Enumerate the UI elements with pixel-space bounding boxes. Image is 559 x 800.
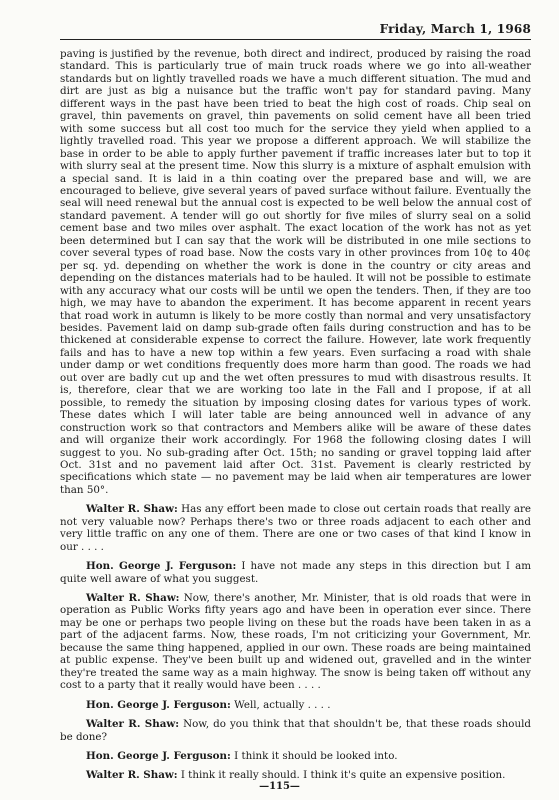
page-body: [60, 48, 531, 782]
speaker-name: Walter R. Shaw:: [86, 503, 178, 516]
speech-paragraph: [60, 560, 531, 585]
opening-paragraph: paving is justified by the revenue, both direct and indirect, produced by raising the road standard. This is particularly true of main truck roads where we go into all-weather standards but on lightly travelled roads we have a much different situation. The mud and dirt are just as big a nuisance but the traffic won't pay for standard paving. Many different ways in the past have been tried to beat the high cost of roads. Chip seal on gravel, thin pavements on gravel, thin pavements on solid cement have all been tried with some success but all cost too much for the service they yield when applied to a lightly travelled road. This year we propose a different approach. We will stabilize the base in order to be able to apply further pavement if traffic increases later but to top it with slurry seal at the present time. Now this slurry is a mixture of asphalt emulsion with a special sand. It is laid in a thin coating over the prepared base and will, we are encouraged to believe, give several years of paved surface without failure. Eventually the seal will need renewal but the annual cost is expected to be well below the annual cost of standard pavement. A tender will go out shortly for five miles of slurry seal on a solid cement base and two miles over asphalt. The exact location of the work has not as yet been determined but I can say that the work will be distributed in one mile sections to cover several types of road base. Now the costs vary in other provinces from 10¢ to 40¢ per sq. yd. depending on whether the work is done in the country or city areas and depending on the distances materials had to be hauled. It will not be possible to estimate with any accuracy what our costs will be until we open the tenders. Then, if they are too high, we may have to abandon the experiment. It has become apparent in recent years that road work in autumn is likely to be more costly than normal and very unsatisfactory besides. Pavement laid on damp sub-grade often fails during construction and has to be thickened at considerable expense to correct the failure. However, late work frequently fails and has to have a new top within a few years. Even surfacing a road with shale under damp or wet conditions frequently does more harm than good. The roads we had out over are badly cut up and the wet often pressures to mud with disastrous results. It is, therefore, clear that we are working too late in the Fall and I propose, if at all possible, to remedy the situation by imposing closing dates for various types of work. These dates which I will later table are being announced well in advance of any construction work so that contractors and Members alike will be aware of these dates and will organize their work accordingly. For 1968 the following closing dates I will suggest to you. No sub-grading after Oct. 15th; no sanding or gravel topping laid after Oct. 31st and no pavement laid after Oct. 31st. Pavement is clearly restricted by specifications which state — no pavement may be laid when air temperatures are lower than 50°.: [60, 48, 531, 496]
speech-text: Has any effort been made to close out certain roads that really are not very valuable now? Perhaps there's two or three roads adjacent to each other and very little traffic on any one of them. There are one or two cases of that kind I know in our . . . .: [60, 503, 531, 553]
speaker-name: Hon. George J. Ferguson:: [86, 750, 231, 763]
speech-paragraph: [60, 699, 531, 711]
speech-text: I have not made any steps in this direction but I am quite well aware of what you suggest.: [60, 560, 531, 585]
speaker-name: Walter R. Shaw:: [86, 718, 180, 731]
speech-text: Now, there's another, Mr. Minister, that is old roads that were in operation as Public Works fifty years ago and have been in operation ever since. There may be one or perhaps two people living on these but the roads have been taken in as a part of the adjacent farms. Now, these roads, I'm not criticizing your Government, Mr. because the same thing happened, applied in our own. These roads are being maintained at public expense. They've been built up and widened out, gravelled and in the winter they're treated the same way as a main highway. The snow is being taken off without any cost to a party that it really would have been . . . .: [60, 592, 531, 692]
speaker-name: Hon. George J. Ferguson:: [86, 560, 237, 573]
speech-text: I think it should be looked into.: [234, 750, 398, 763]
speech-paragraph: [60, 592, 531, 692]
speaker-name: Hon. George J. Ferguson:: [86, 698, 231, 711]
speech-paragraph: [60, 718, 531, 743]
header-date: Friday, March 1, 1968: [379, 22, 531, 36]
speech-text: Now, do you think that that shouldn't be, that these roads should be done?: [60, 718, 531, 743]
speech-paragraph: [60, 750, 531, 762]
speaker-name: Walter R. Shaw:: [86, 592, 180, 605]
page-header: [60, 22, 531, 40]
speech-paragraph: [60, 503, 531, 553]
speaker-name: Walter R. Shaw:: [86, 769, 178, 782]
speech-text: Well, actually . . . .: [234, 698, 331, 711]
page-number: —115—: [259, 781, 300, 792]
speech-text: I think it really should. I think it's quite an expensive position.: [180, 769, 506, 782]
